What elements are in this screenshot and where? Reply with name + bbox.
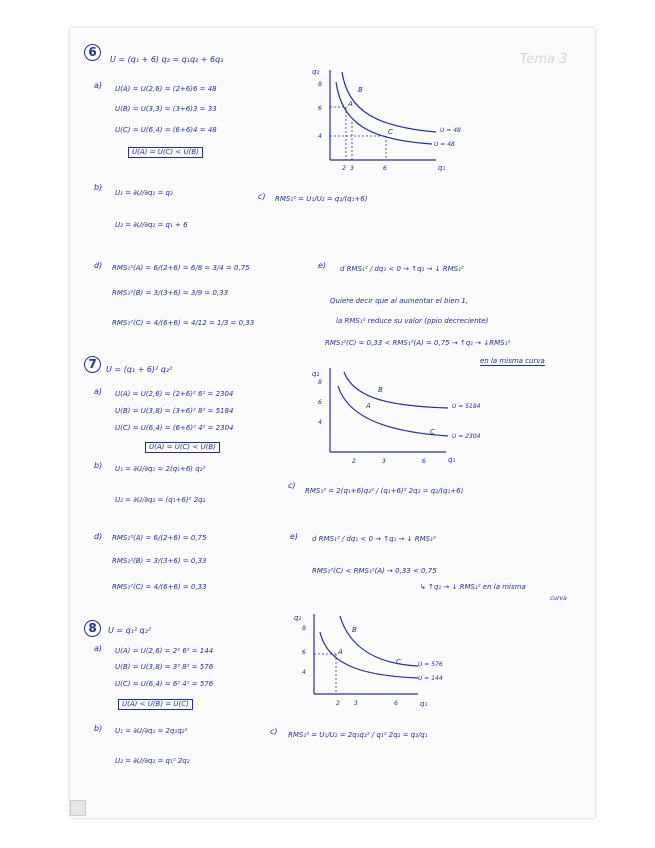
ex7-c-label: c)	[288, 481, 296, 490]
ex6-c-label: c)	[258, 192, 266, 201]
ex8-b-label: b)	[94, 724, 103, 733]
ex7-b-label: b)	[94, 461, 103, 470]
ex6-curve1-label: U = 48	[440, 127, 461, 134]
ex7-d-line3: RMS₁²(C) = 4/(6+6) = 0,33	[112, 583, 207, 591]
ex7-a-line1: U(A) = U(2,6) = (2+6)² 6² = 2304	[115, 390, 234, 398]
ex6-d-label: d)	[94, 261, 103, 270]
exercise-7-number: 7	[84, 356, 101, 373]
ex6-e-line3: la RMS₁² reduce su valor (ppio decreciente)	[336, 317, 489, 325]
exercise-6-number: 6	[84, 44, 101, 61]
ex6-e-line5: en la misma curva	[480, 357, 545, 365]
ex8-curve1-label: U = 576	[418, 661, 443, 668]
ex7-b-line2: U₂ = ∂U/∂q₂ = (q₁+6)² 2q₂	[115, 496, 206, 504]
ex7-point-b: B	[378, 386, 383, 394]
ex6-d-line3: RMS₁²(C) = 4/(6+6) = 4/12 = 1/3 = 0,33	[112, 319, 255, 327]
ex6-e-line1: d RMS₁² / dq₁ < 0 → ↑q₁ → ↓ RMS₁²	[340, 265, 464, 273]
ex7-point-a: A	[366, 402, 371, 410]
ex8-x-axis-label: q₁	[420, 700, 428, 708]
ex6-point-a: A	[348, 100, 353, 108]
ex7-c-line1: RMS₁² = 2(q₁+6)q₂² / (q₁+6)² 2q₂ = q₂/(q₁+6)	[305, 487, 464, 495]
ex8-c-line1: RMS₁² = U₁/U₂ = 2q₁q₂² / q₁² 2q₂ = q₂/q₁	[288, 731, 428, 739]
ex8-curve-inner	[320, 632, 418, 678]
ex7-xtick-2: 3	[382, 458, 386, 465]
ex8-c-label: c)	[270, 727, 278, 736]
ex7-xtick-1: 2	[352, 458, 356, 465]
ex8-indifference-graph	[290, 610, 480, 710]
ex8-a-line2: U(B) = U(3,8) = 3² 8² = 576	[115, 663, 214, 671]
ex7-a-result: U(A) = U(C) < U(B)	[145, 442, 220, 453]
ex6-point-b: B	[358, 86, 363, 94]
ex6-ytick-2: 6	[318, 105, 322, 112]
ex7-d-line1: RMS₁²(A) = 6/(2+6) = 0,75	[112, 534, 207, 542]
ex7-xtick-3: 6	[422, 458, 426, 465]
page-corner-marker	[70, 800, 86, 816]
ex6-a-result: U(A) = U(C) < U(B)	[128, 147, 203, 158]
ex8-b-line1: U₁ = ∂U/∂q₁ = 2q₁q₂²	[115, 727, 188, 735]
ex7-curve2-label: U = 2304	[452, 433, 481, 440]
ex7-ytick-2: 6	[318, 399, 322, 406]
ex6-d-line2: RMS₁²(B) = 3/(3+6) = 3/9 = 0,33	[112, 289, 229, 297]
ex6-e-label: e)	[318, 261, 327, 270]
exercise-8-number: 8	[84, 620, 101, 637]
ex6-d-line1: RMS₁²(A) = 6/(2+6) = 6/8 = 3/4 = 0,75	[112, 264, 250, 272]
ex7-e-line4: curva	[550, 595, 567, 602]
ex6-curve2-label: U = 48	[434, 141, 455, 148]
ex8-ytick-1: 8	[302, 625, 306, 632]
ex7-e-line2: RMS₁²(C) < RMS₁²(A) → 0,33 < 0,75	[312, 567, 437, 575]
ex7-a-label: a)	[94, 387, 103, 396]
ex6-xtick-2: 3	[350, 165, 354, 172]
ex7-d-label: d)	[94, 532, 103, 541]
ex6-x-axis-label: q₁	[438, 164, 446, 172]
exercise-7-utility: U = (q₁ + 6)² q₂²	[106, 365, 173, 374]
ex8-ytick-2: 6	[302, 649, 306, 656]
ex7-y-axis-label: q₂	[312, 370, 320, 378]
ex7-e-label: e)	[290, 532, 299, 541]
ex8-xtick-1: 2	[336, 700, 340, 707]
ex6-a-line1: U(A) = U(2,6) = (2+6)6 = 48	[115, 85, 217, 93]
ex8-xtick-3: 6	[394, 700, 398, 707]
ex8-a-result: U(A) < U(B) = U(C)	[118, 699, 193, 710]
ex7-a-line2: U(B) = U(3,8) = (3+6)² 8² = 5184	[115, 407, 234, 415]
ex6-ytick-3: 4	[318, 133, 322, 140]
ex6-indifference-graph	[308, 62, 488, 180]
ex6-a-line3: U(C) = U(6,4) = (6+6)4 = 48	[115, 126, 217, 134]
ex6-xtick-1: 2	[342, 165, 346, 172]
exercise-6-utility: U = (q₁ + 6) q₂ = q₁q₂ + 6q₂	[110, 55, 224, 64]
ex7-ytick-1: 8	[318, 379, 322, 386]
ex8-curve-outer	[340, 616, 418, 666]
ex6-c-line1: RMS₁² = U₁/U₂ = q₂/(q₁+6)	[275, 195, 368, 203]
ex6-a-label: a)	[94, 81, 103, 90]
ex6-e-line4: RMS₁²(C) = 0,33 < RMS₁²(A) = 0,75 → ↑q₁ → ↓RMS₁²	[325, 339, 511, 347]
ex6-curve-outer	[342, 72, 436, 132]
ex8-ytick-3: 4	[302, 669, 306, 676]
ex8-point-c: C	[396, 658, 401, 666]
ex8-a-line3: U(C) = U(6,4) = 6² 4² = 576	[115, 680, 214, 688]
ex8-y-axis-label: q₂	[294, 614, 302, 622]
ex6-y-axis-label: q₂	[312, 68, 320, 76]
ex7-point-c: C	[430, 428, 435, 436]
ex6-xtick-3: 6	[383, 165, 387, 172]
ex8-a-label: a)	[94, 644, 103, 653]
ex7-x-axis-label: q₁	[448, 456, 456, 464]
ex8-point-b: B	[352, 626, 357, 634]
ex7-indifference-graph	[308, 362, 498, 472]
ex7-e-line3: ↳ ↑q₁ → ↓ RMS₁² en la misma	[420, 583, 526, 591]
ex7-curve-outer	[344, 372, 448, 408]
bleed-through-header: Tema 3	[520, 52, 568, 67]
ex6-point-c: C	[388, 128, 393, 136]
ex7-ytick-3: 4	[318, 419, 322, 426]
ex8-xtick-2: 3	[354, 700, 358, 707]
ex6-b-label: b)	[94, 183, 103, 192]
ex7-curve1-label: U = 5184	[452, 403, 481, 410]
ex8-b-line2: U₂ = ∂U/∂q₂ = q₁² 2q₂	[115, 757, 190, 765]
ex6-curve-inner	[336, 82, 432, 144]
ex8-point-a: A	[338, 648, 343, 656]
ex8-curve2-label: U = 144	[418, 675, 443, 682]
ex7-a-line3: U(C) = U(6,4) = (6+6)² 4² = 2304	[115, 424, 234, 432]
ex6-ytick-1: 8	[318, 81, 322, 88]
ex6-b-line2: U₂ = ∂U/∂q₂ = q₁ + 6	[115, 221, 188, 229]
ex7-e-line1: d RMS₁² / dq₁ < 0 → ↑q₁ → ↓ RMS₁²	[312, 535, 436, 543]
ex6-b-line1: U₁ = ∂U/∂q₁ = q₂	[115, 189, 173, 197]
ex7-d-line2: RMS₁²(B) = 3/(3+6) = 0,33	[112, 557, 207, 565]
ex8-a-line1: U(A) = U(2,6) = 2² 6² = 144	[115, 647, 214, 655]
exercise-8-utility: U = q₁² q₂²	[108, 626, 152, 635]
ex7-b-line1: U₁ = ∂U/∂q₁ = 2(q₁+6) q₂²	[115, 465, 206, 473]
ex6-a-line2: U(B) = U(3,3) = (3+6)3 = 33	[115, 105, 217, 113]
ex6-e-line2: Quiere decir que al aumentar el bien 1,	[330, 297, 469, 305]
